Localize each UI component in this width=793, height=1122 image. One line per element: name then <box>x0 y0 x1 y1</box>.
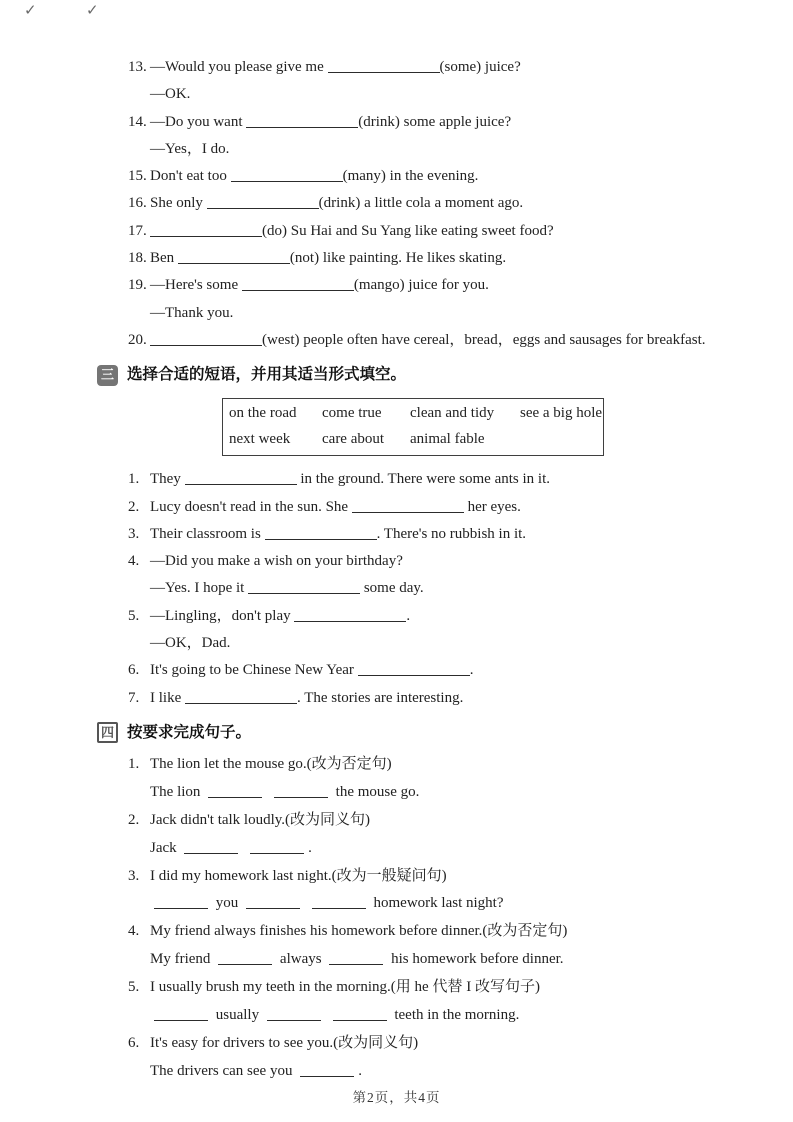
section-part2 <box>128 54 768 354</box>
question-line <box>128 603 768 630</box>
question-line <box>128 521 768 548</box>
answer-blank <box>246 113 358 128</box>
answer-blank <box>208 783 262 798</box>
question-number: 5. <box>128 607 140 624</box>
answer-blank <box>352 498 464 513</box>
question-number: 18. <box>128 250 147 267</box>
question-line <box>128 327 768 354</box>
question-number: 4. <box>128 553 140 570</box>
question-number: 13. <box>128 59 147 75</box>
question-line <box>128 946 768 974</box>
question-number: 6. <box>128 662 140 679</box>
question-text <box>150 946 564 974</box>
phrase: next week <box>229 431 291 448</box>
question-line <box>128 272 768 299</box>
text-segment: —Yes. I hope it <box>150 580 249 597</box>
text-segment: you <box>212 895 242 912</box>
answer-blank <box>274 783 328 798</box>
question-text <box>150 685 463 712</box>
question-line <box>128 1058 768 1086</box>
section-title: 按要求完成句子。 <box>127 723 252 741</box>
text-segment: Ben <box>150 250 178 267</box>
text-segment: —OK，Dad. <box>150 635 231 652</box>
text-segment: teeth in the morning. <box>390 1007 520 1024</box>
answer-blank <box>300 1062 354 1077</box>
question-number <box>128 1002 150 1030</box>
phrase: come true <box>322 405 382 422</box>
question-number: 5. <box>128 979 140 996</box>
text-segment: in the ground. There were some ants in it. <box>296 471 550 488</box>
question-text <box>150 218 554 245</box>
worksheet-content <box>100 54 768 1086</box>
question-number: 19. <box>128 277 147 294</box>
question-number <box>128 575 150 602</box>
question-number: 15. <box>128 168 147 185</box>
section-part4 <box>100 721 768 1086</box>
question-text <box>150 548 403 575</box>
phrase-box <box>222 398 604 456</box>
answer-blank <box>328 58 440 73</box>
phrase-row <box>229 426 597 452</box>
question-number <box>128 1058 150 1086</box>
text-segment: (not) like painting. He likes skating. <box>289 250 507 267</box>
question-text <box>150 163 478 190</box>
question-text <box>150 657 473 684</box>
question-number <box>128 136 150 163</box>
phrase: see a big hole <box>520 405 603 422</box>
answer-blank <box>248 579 360 594</box>
answer-blank <box>242 276 354 291</box>
question-line <box>128 245 768 272</box>
question-text <box>150 863 447 891</box>
text-segment: some day. <box>360 580 424 597</box>
question-text <box>150 494 521 521</box>
section-badge-icon: 四 <box>97 722 118 743</box>
text-segment: Their classroom is <box>150 525 265 542</box>
question-line <box>128 494 768 521</box>
question-line <box>128 657 768 684</box>
text-segment: . <box>358 1062 362 1079</box>
text-segment: Jack didn't talk loudly.(改为同义句) <box>150 811 371 828</box>
section-header <box>97 363 768 387</box>
question-line <box>128 109 768 136</box>
question-line <box>128 190 768 217</box>
text-segment: Don't eat too <box>150 168 231 185</box>
text-segment: Lucy doesn't read in the sun. She <box>150 498 352 515</box>
question-number: 20. <box>128 331 147 348</box>
text-segment: (drink) a little cola a moment ago. <box>318 195 524 212</box>
text-segment: (do) Su Hai and Su Yang like eating sweet food? <box>262 222 554 239</box>
text-segment: the mouse go. <box>331 783 420 800</box>
question-number: 14. <box>128 113 147 130</box>
check-mark-icon: ✓ <box>86 1 99 19</box>
text-segment: —Would you please give me <box>150 59 328 75</box>
question-text <box>150 136 229 163</box>
text-segment: her eyes. <box>463 498 521 515</box>
question-text <box>150 1002 519 1030</box>
question-text <box>150 300 233 327</box>
phrase: on the road <box>229 405 297 422</box>
question-number: 2. <box>128 498 140 515</box>
question-text <box>150 807 370 835</box>
answer-blank <box>267 1006 321 1021</box>
question-text <box>150 918 567 946</box>
question-line <box>128 918 768 946</box>
text-segment: —Thank you. <box>150 304 234 321</box>
question-number: 16. <box>128 195 147 212</box>
question-line <box>128 863 768 891</box>
question-line <box>128 1030 768 1058</box>
question-text <box>150 54 521 81</box>
question-number <box>128 946 150 974</box>
answer-blank <box>358 661 470 676</box>
answer-blank <box>329 950 383 965</box>
text-segment: It's easy for drivers to see you.(改为同义句) <box>150 1035 419 1051</box>
text-segment: homework last night? <box>369 895 504 912</box>
question-line <box>128 890 768 918</box>
question-line <box>128 575 768 602</box>
answer-blank <box>333 1006 387 1021</box>
question-text <box>150 974 540 1002</box>
phrase: animal fable <box>410 431 485 448</box>
text-segment: —Yes，I do. <box>150 140 230 157</box>
question-number: 4. <box>128 923 140 940</box>
text-segment: —OK. <box>150 86 191 103</box>
question-number <box>128 630 150 657</box>
text-segment: I like <box>150 689 185 706</box>
question-text <box>150 890 503 918</box>
text-segment: I usually brush my teeth in the morning.(用 he 代替 I 改写句子) <box>150 979 540 996</box>
question-number <box>128 81 150 108</box>
question-line <box>128 466 768 493</box>
text-segment: —Lingling，don't play <box>150 607 295 624</box>
question-number <box>128 779 150 807</box>
text-segment: My friend <box>150 951 215 968</box>
text-segment: The lion <box>150 783 205 800</box>
question-text <box>150 603 410 630</box>
question-number: 1. <box>128 755 140 772</box>
question-text <box>150 751 392 779</box>
question-text <box>150 779 419 807</box>
question-text <box>150 190 523 217</box>
text-segment: She only <box>150 195 207 212</box>
answer-blank <box>207 194 319 209</box>
text-segment: . <box>308 839 312 856</box>
text-segment: . <box>469 662 474 679</box>
question-text <box>150 245 506 272</box>
question-text <box>150 327 706 354</box>
question-line <box>128 548 768 575</box>
question-number <box>128 835 150 863</box>
text-segment: It's going to be Chinese New Year <box>150 662 358 679</box>
answer-blank <box>150 331 262 346</box>
phrase: clean and tidy <box>410 405 495 422</box>
question-text <box>150 1058 362 1086</box>
question-line <box>128 779 768 807</box>
question-number <box>128 300 150 327</box>
question-line <box>128 218 768 245</box>
answer-blank <box>294 607 406 622</box>
question-line <box>128 685 768 712</box>
answer-blank <box>150 222 262 237</box>
question-text <box>150 835 312 863</box>
text-segment: (west) people often have cereal，bread，eggs and sausages for breakfast. <box>262 331 706 348</box>
text-segment: (drink) some apple juice? <box>358 113 512 130</box>
answer-blank <box>218 950 272 965</box>
section-header <box>97 721 768 745</box>
text-segment: (many) in the evening. <box>342 168 479 185</box>
question-text <box>150 575 424 602</box>
text-segment: his homework before dinner. <box>387 951 564 968</box>
question-line <box>128 974 768 1002</box>
question-number: 6. <box>128 1035 140 1051</box>
question-text <box>150 630 230 657</box>
question-line <box>128 630 768 657</box>
question-number: 1. <box>128 471 140 488</box>
page-number: 第2页，共4页 <box>352 1090 441 1105</box>
text-segment: Jack <box>150 839 181 856</box>
question-number <box>128 890 150 918</box>
check-mark-icon: ✓ <box>24 1 37 19</box>
answer-blank <box>265 525 377 540</box>
text-segment <box>304 895 308 911</box>
question-line <box>128 751 768 779</box>
section-part3 <box>100 363 768 712</box>
text-segment: . The stories are interesting. <box>297 689 464 706</box>
text-segment: usually <box>212 1007 263 1024</box>
text-segment: They <box>150 471 185 488</box>
text-segment: The lion let the mouse go.(改为否定句) <box>150 755 392 772</box>
phrase: care about <box>322 431 385 448</box>
question-line <box>128 835 768 863</box>
question-line <box>128 81 768 108</box>
question-text <box>150 466 550 493</box>
phrase-row <box>229 400 603 426</box>
text-segment: (mango) juice for you. <box>353 277 489 294</box>
text-segment <box>242 840 246 856</box>
answer-blank <box>246 894 300 909</box>
text-segment: —Here's some <box>150 277 242 294</box>
question-line <box>128 163 768 190</box>
text-segment: . <box>406 607 411 624</box>
question-text <box>150 81 190 108</box>
question-number: 17. <box>128 222 147 239</box>
text-segment: My friend always finishes his homework before dinner.(改为否定句) <box>150 923 568 940</box>
section-title: 选择合适的短语，并用其适当形式填空。 <box>127 366 407 384</box>
question-number: 2. <box>128 811 140 828</box>
answer-blank <box>312 894 366 909</box>
answer-blank <box>154 1006 208 1021</box>
question-number: 3. <box>128 867 140 884</box>
text-segment <box>266 784 270 800</box>
text-segment <box>325 1007 329 1023</box>
question-number: 7. <box>128 689 140 706</box>
question-text <box>150 272 489 299</box>
question-text <box>150 521 526 548</box>
text-segment: . There's no rubbish in it. <box>376 525 527 542</box>
answer-blank <box>154 894 208 909</box>
text-segment: always <box>276 951 326 968</box>
question-text <box>150 1030 418 1058</box>
text-segment: I did my homework last night.(改为一般疑问句) <box>150 867 447 884</box>
question-line <box>128 54 768 81</box>
text-segment: —Did you make a wish on your birthday? <box>150 553 403 570</box>
answer-blank <box>185 470 297 485</box>
answer-blank <box>184 839 238 854</box>
section-badge-icon: 三 <box>97 365 118 386</box>
answer-blank <box>231 167 343 182</box>
question-line <box>128 300 768 327</box>
text-segment: (some) juice? <box>439 59 521 75</box>
question-line <box>128 136 768 163</box>
question-number: 3. <box>128 525 140 542</box>
question-line <box>128 807 768 835</box>
text-segment: —Do you want <box>150 113 247 130</box>
answer-blank <box>178 249 290 264</box>
question-line <box>128 1002 768 1030</box>
question-text <box>150 109 511 136</box>
text-segment: The drivers can see you <box>150 1062 297 1079</box>
answer-blank <box>185 689 297 704</box>
answer-blank <box>250 839 304 854</box>
